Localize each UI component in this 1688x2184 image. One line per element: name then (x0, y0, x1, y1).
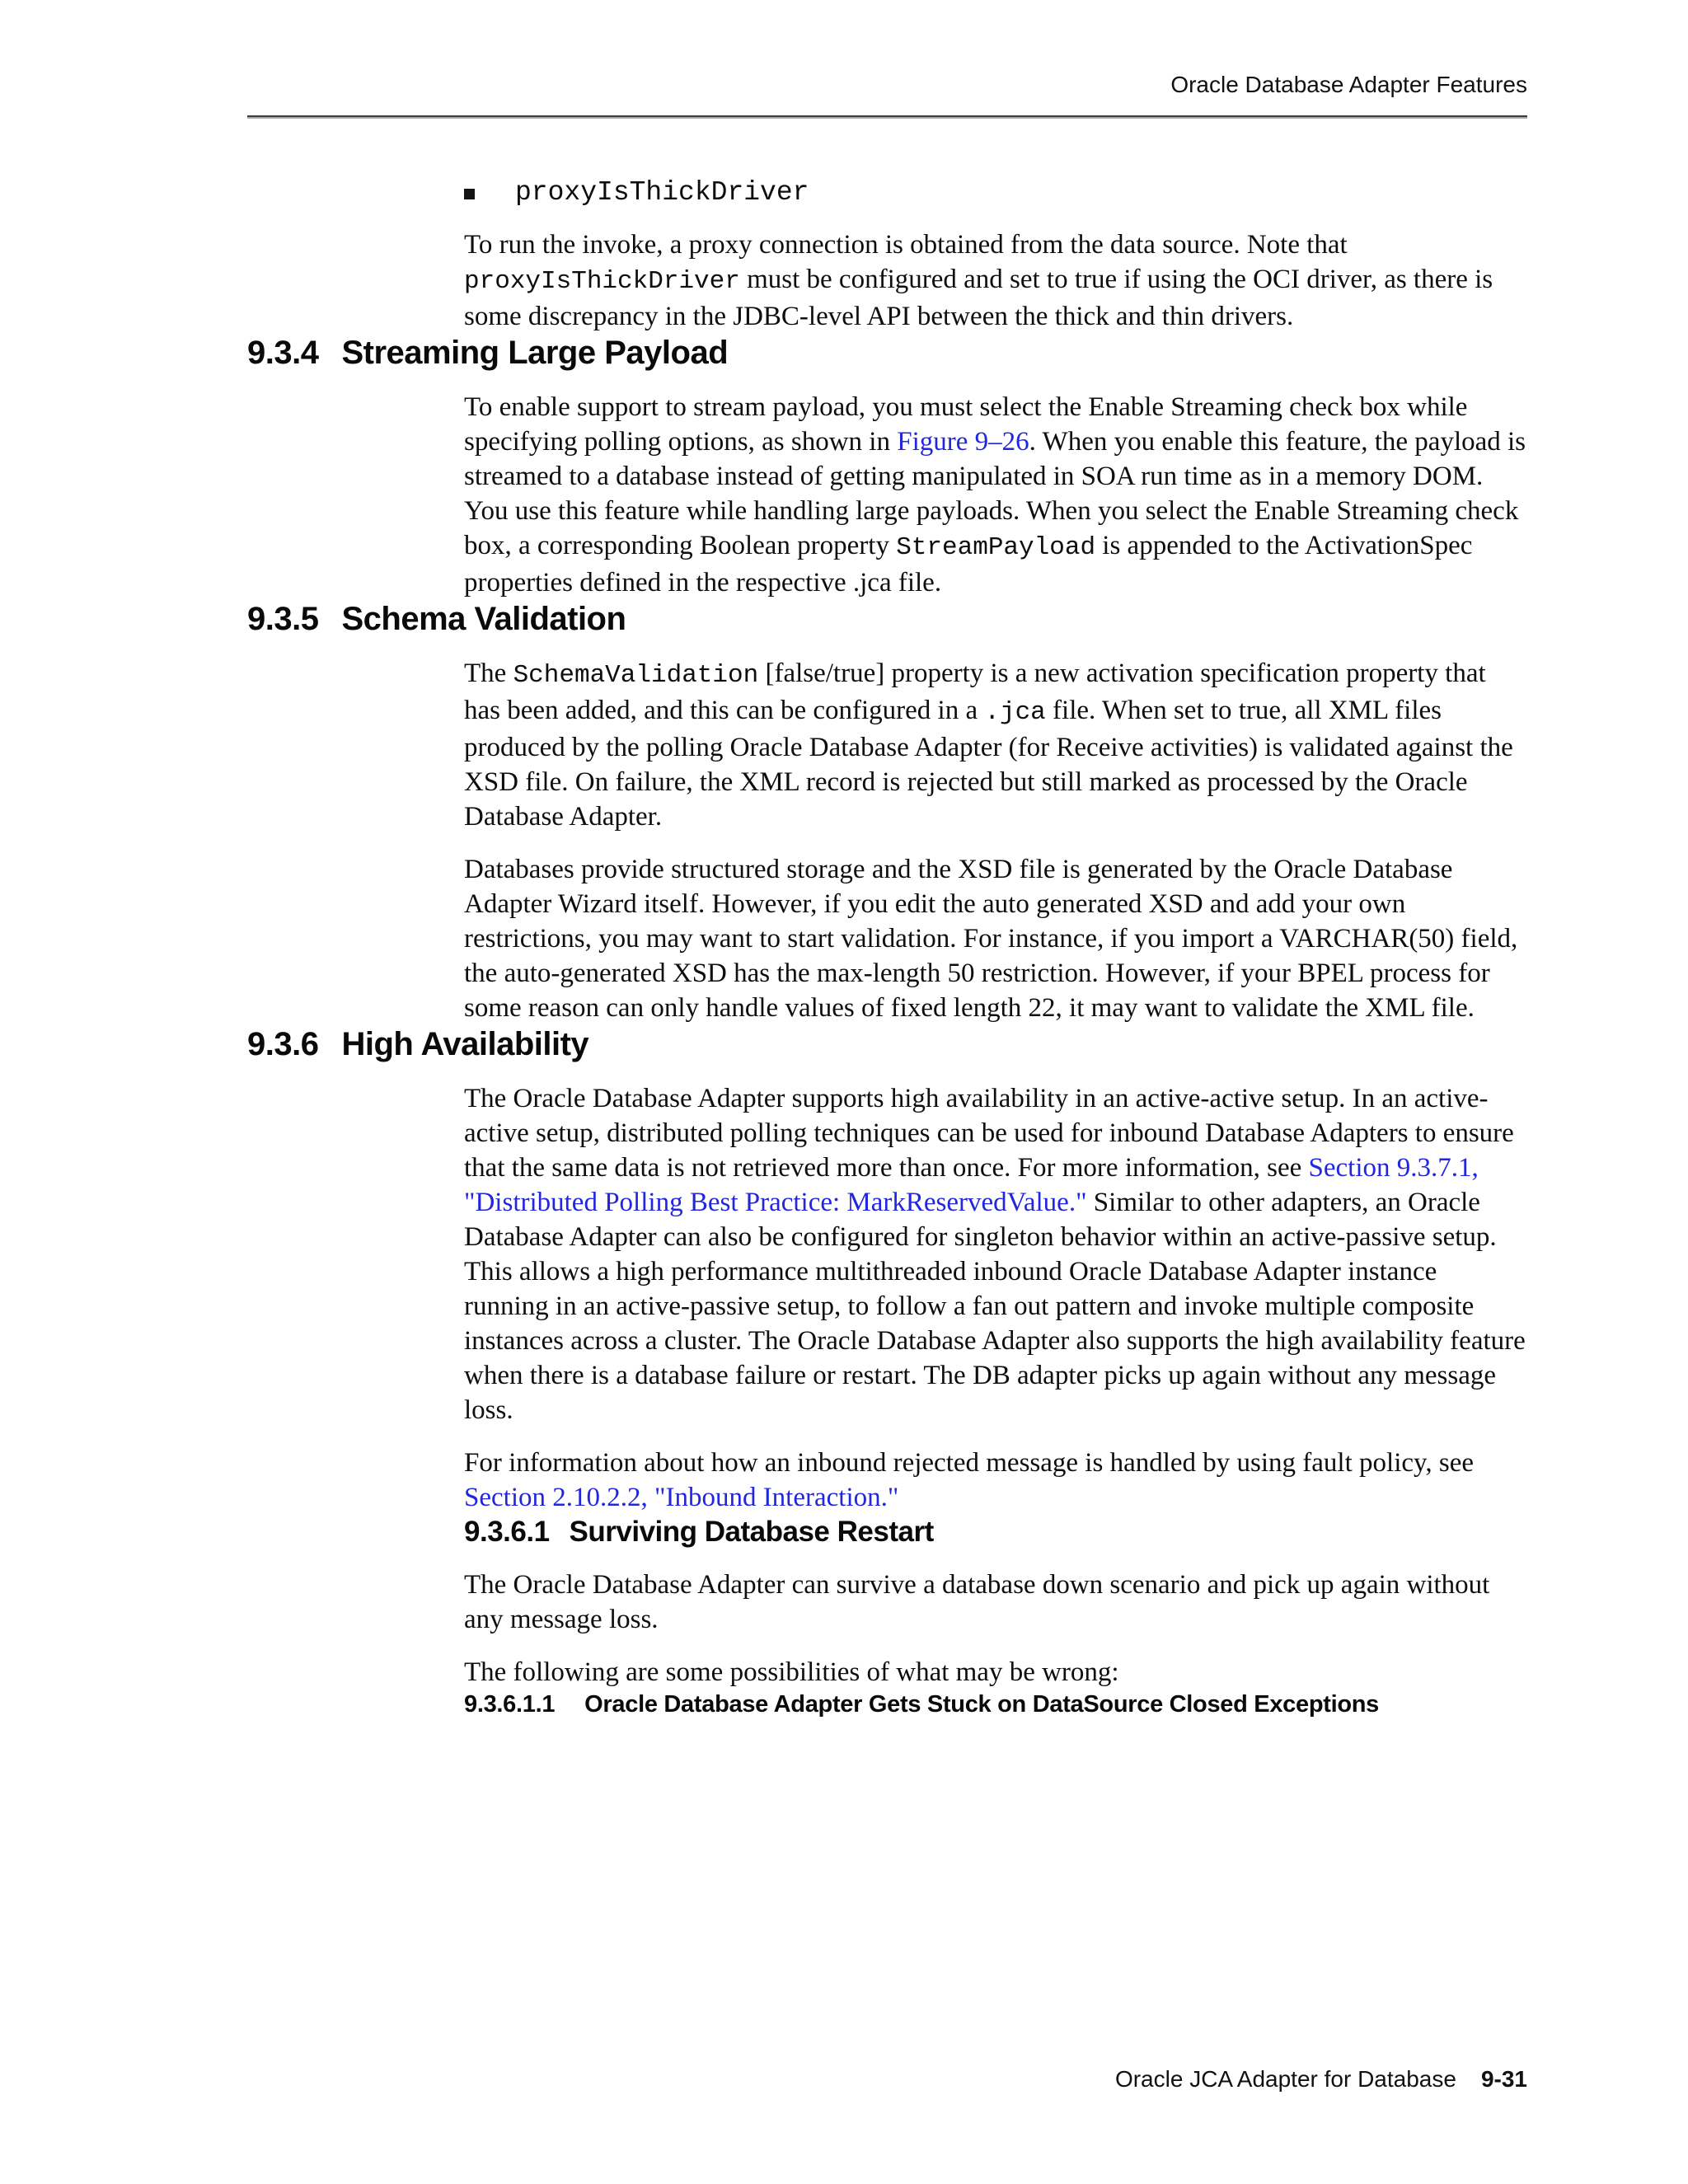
text-run: Similar to other adapters, an Oracle Database Adapter can also be configured for singleton behavior within an active-passive setup. This allows a high performance multithreaded inbound Oracle Database Adapter instance running in an active-passive setup, to follow a fan out pattern and invoke multiple composite instances across a cluster. The Oracle Database Adapter also supports the high availability feature when there is a database failure or restart. The DB adapter picks up again without any message loss. (464, 1188, 1526, 1425)
text-run: The (464, 658, 513, 688)
paragraph-proxy-note (464, 227, 1527, 334)
inline-code-schemavalidation: SchemaValidation (513, 661, 759, 690)
section-9-3-6-number: 9.3.6 (247, 1026, 319, 1062)
text-run: The Oracle Database Adapter supports high availability in an active-active setup. In an active-active setup, distributed polling techniques can be used for inbound Database Adapters to ensure that the same data is not retrieved more than once. For more information, see (464, 1084, 1514, 1183)
text-run: The following are some possibilities of what may be wrong: (464, 1657, 1119, 1687)
square-bullet-icon (464, 189, 475, 199)
section-9-3-6-heading (247, 1025, 1527, 1063)
section-9-3-6-1-heading (464, 1515, 1527, 1549)
section-9-3-7-1-link[interactable]: Section 9.3.7.1, "Distributed Polling Best Practice: MarkReservedValue." (464, 1153, 1479, 1217)
footer-book-title: Oracle JCA Adapter for Database (1114, 2066, 1456, 2092)
bullet-code-term: proxyIsThickDriver (515, 177, 809, 208)
paragraph-streaming-payload (464, 390, 1527, 600)
text-run: To enable support to stream payload, you must select the Enable Streaming check box while specifying polling options, as shown in (464, 392, 1468, 457)
text-run: To run the invoke, a proxy connection is obtained from the data source. Note that (464, 230, 1348, 260)
section-2-10-2-2-link[interactable]: Section 2.10.2.2, "Inbound Interaction." (464, 1483, 899, 1512)
bullet-item (464, 176, 1527, 209)
text-run: [false/true] property is a new activation specification property that has been added, and this can be configured in a (464, 658, 1486, 725)
text-run: For information about how an inbound rejected message is handled by using fault policy, see (464, 1448, 1474, 1478)
text-run: must be configured and set to true if using the OCI driver, as there is some discrepancy in the JDBC-level API between the thick and thin drivers. (464, 265, 1493, 331)
page-footer (1115, 2066, 1527, 2093)
section-9-3-6-1-1-number: 9.3.6.1.1 (464, 1691, 556, 1718)
paragraph-schema-validation-2 (464, 852, 1527, 1025)
inline-code-proxyisthickdriver: proxyIsThickDriver (464, 267, 740, 296)
section-9-3-4-number: 9.3.4 (247, 335, 319, 371)
running-header-title: Oracle Database Adapter Features (1170, 72, 1527, 97)
paragraph-high-availability-1 (464, 1081, 1527, 1427)
figure-9-26-link[interactable]: Figure 9–26 (897, 427, 1029, 457)
paragraph-surviving-restart-1 (464, 1568, 1527, 1637)
section-9-3-4-title: Streaming Large Payload (341, 335, 729, 371)
text-run: file. When set to true, all XML files produced by the polling Oracle Database Adapter (for Receive activities) is validated against the XSD file. On failure, the XML record is rejected but still marked as processed by the Oracle Database Adapter. (464, 696, 1513, 832)
text-run: The Oracle Database Adapter can survive a database down scenario and pick up again without any message loss. (464, 1570, 1490, 1634)
section-9-3-6-title: High Availability (341, 1026, 589, 1062)
text-run: . When you enable this feature, the payload is streamed to a database instead of getting manipulated in SOA run time as in a memory DOM. You use this feature while handling large payloads. When you select the Enable Streaming check box, a corresponding Boolean property (464, 427, 1526, 560)
section-9-3-4-heading (247, 334, 1527, 372)
section-9-3-5-number: 9.3.5 (247, 601, 319, 637)
paragraph-surviving-restart-2 (464, 1655, 1527, 1690)
section-9-3-6-1-title: Surviving Database Restart (569, 1516, 934, 1548)
section-9-3-5-title: Schema Validation (341, 601, 626, 637)
running-header (247, 71, 1527, 99)
header-rule (247, 115, 1527, 117)
section-9-3-5-heading (247, 600, 1527, 638)
text-run: Databases provide structured storage and the XSD file is generated by the Oracle Database Adapter Wizard itself. However, if you edit the auto generated XSD and add your own restrictions, you may want to start validation. For instance, if you import a VARCHAR(50) field, the auto-generated XSD has the max-length 50 restriction. However, if your BPEL process for some reason can only handle values of fixed length 22, it may want to validate the XML file. (464, 855, 1518, 1023)
section-9-3-6-1-1-title: Oracle Database Adapter Gets Stuck on DataSource Closed Exceptions (584, 1691, 1380, 1718)
paragraph-schema-validation-1 (464, 656, 1527, 834)
inline-code-jca: .jca (984, 698, 1046, 727)
footer-page-number: 9-31 (1480, 2066, 1527, 2092)
section-9-3-6-1-1-heading (464, 1690, 1527, 1719)
text-run: is appended to the ActivationSpec properties defined in the respective .jca file. (464, 531, 1473, 598)
paragraph-high-availability-2 (464, 1446, 1527, 1515)
inline-code-streampayload: StreamPayload (896, 533, 1096, 562)
section-9-3-6-1-number: 9.3.6.1 (464, 1516, 550, 1548)
